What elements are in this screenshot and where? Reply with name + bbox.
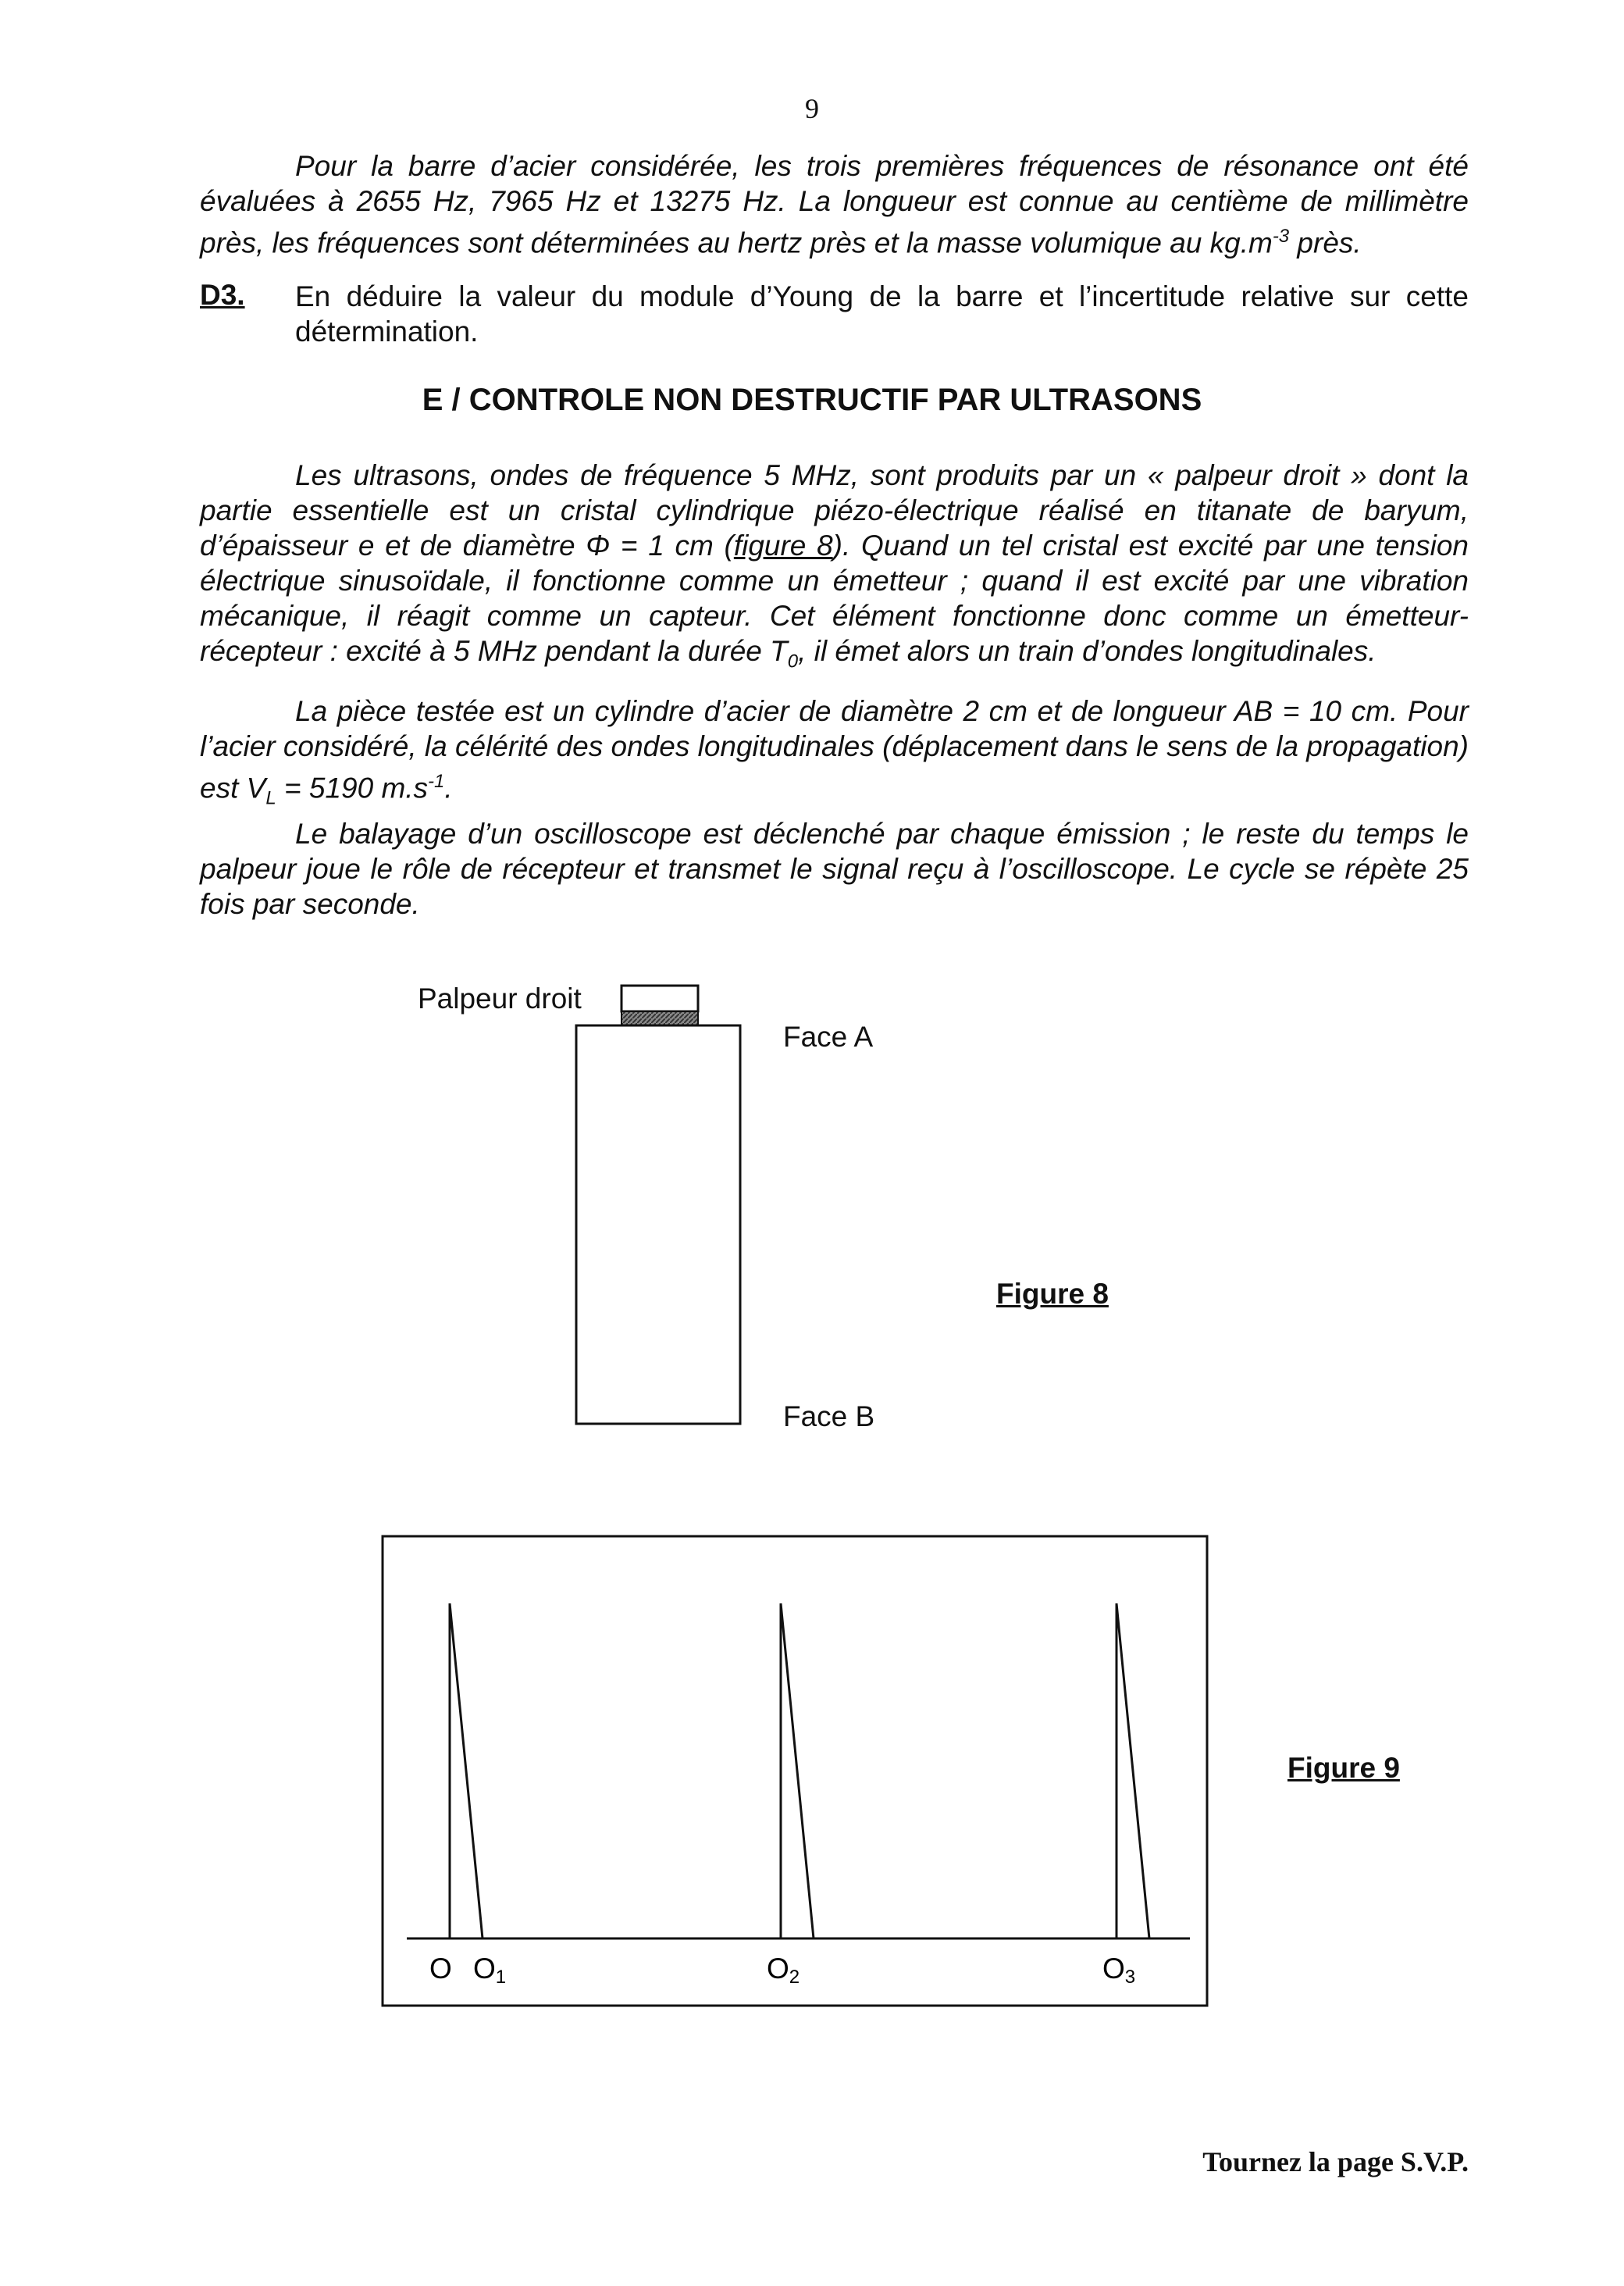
steel-cylinder <box>576 1025 740 1424</box>
paragraph-piece-c: . <box>444 772 453 804</box>
axis-label-o2: O2 <box>767 1953 800 1988</box>
paragraph-ultrasons <box>200 458 1469 679</box>
page-number: 9 <box>805 93 819 124</box>
face-a-label: Face A <box>783 1021 874 1053</box>
figure-8-title: Figure 8 <box>996 1278 1109 1310</box>
figure-9-title: Figure 9 <box>1287 1752 1400 1784</box>
paragraph-ultrasons-c: ). Quand un tel cristal est excité par une tension électrique sinusoïdale, il fonctionne comme un émetteur ; quand il est excité par une vibration mécanique, il réagit comme un capteur. Cet élément fonctionne donc comme un émetteur-récepteur : excité à 5 MHz pendant la durée T <box>200 530 1469 667</box>
paragraph-oscilloscope: Le balayage d’un oscilloscope est déclenché par chaque émission ; le reste du temps le palpeur joue le rôle de récepteur et transmet le signal reçu à l’oscilloscope. Le cycle se répète 25 fois par seconde. <box>200 818 1469 920</box>
paragraph-ultrasons-a: Les ultrasons, ondes de fréquence 5 MHz, sont produits par un « palpeur droit » dont la partie essentielle est un cristal cylindrique piézo-électrique réalisé en titanate de baryum, d’épaisseur e et de diamètre <box>200 459 1469 562</box>
axis-label-o3: O3 <box>1102 1953 1136 1988</box>
paragraph-resonance-text: Pour la barre d’acier considérée, les trois premières fréquences de résonance ont été évaluées à 2655 Hz, 7965 Hz et 13275 Hz. La longueur est connue au centième de millimètre près, les fréquences sont déterminées au hertz près et la masse volumique au kg.m <box>200 150 1469 259</box>
phi-symbol: Φ <box>586 530 611 562</box>
subscript-l: L <box>265 787 276 809</box>
paragraph-piece-b: = 5190 m.s <box>276 772 429 804</box>
oscilloscope-frame <box>383 1536 1207 2006</box>
paragraph-resonance <box>200 148 1469 260</box>
paragraph-piece <box>200 694 1469 816</box>
paragraph-ultrasons-b: = 1 cm ( <box>610 530 734 562</box>
axis-label-o: O <box>429 1953 452 1985</box>
exponent-minus-one: -1 <box>428 771 445 792</box>
footer-turn-page: Tournez la page S.V.P. <box>1202 2146 1469 2177</box>
piezo-crystal <box>621 1011 698 1025</box>
paragraph-resonance-end: près. <box>1289 226 1362 259</box>
question-text-d3: En déduire la valeur du module d’Young de la barre et l’incertitude relative sur cette détermination. <box>295 280 1469 348</box>
section-title: E / CONTROLE NON DESTRUCTIF PAR ULTRASONS <box>422 383 1202 417</box>
question-label-d3: D3. <box>200 279 245 311</box>
face-b-label: Face B <box>783 1400 875 1432</box>
subscript-zero: 0 <box>787 651 799 672</box>
probe-label: Palpeur droit <box>418 983 582 1015</box>
paragraph-ultrasons-d: , il émet alors un train d’ondes longitudinales. <box>798 635 1376 667</box>
figure-8-reference-link[interactable]: figure 8 <box>733 530 833 562</box>
axis-label-o1: O1 <box>473 1953 507 1988</box>
paragraph-piece-a: La pièce testée est un cylindre d’acier de diamètre 2 cm et de longueur AB = 10 cm. Pour l’acier considéré, la célérité des ondes longitudinales (déplacement dans le sens de la propagation) est V <box>200 695 1469 804</box>
probe-body <box>621 986 698 1011</box>
figure-8-diagram <box>562 976 765 1437</box>
figure-9-oscillogram <box>381 1535 1209 2007</box>
exponent: -3 <box>1272 226 1290 247</box>
